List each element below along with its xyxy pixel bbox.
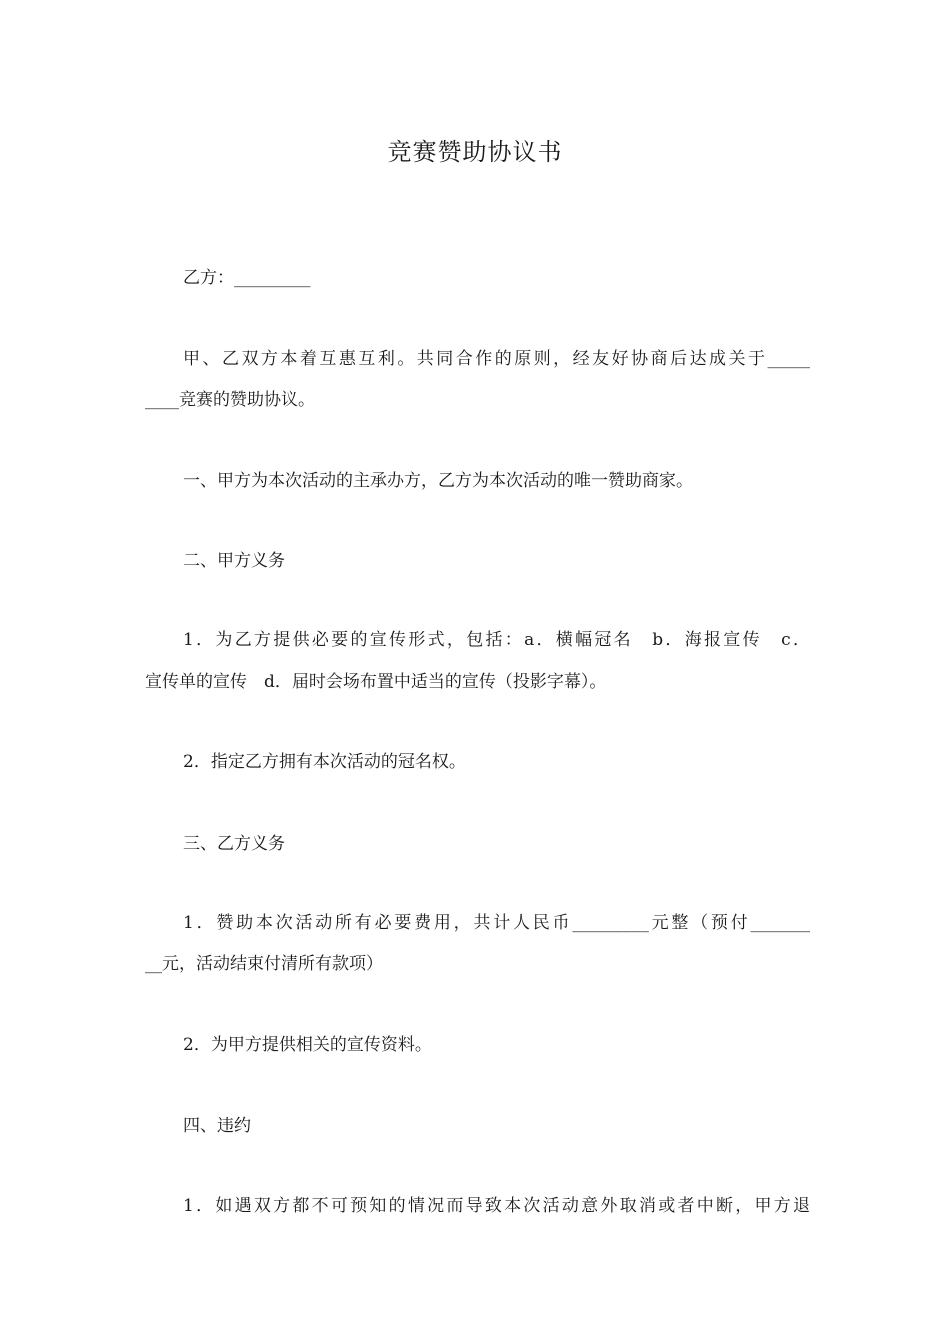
breach-item-1-line-1: 1．如遇双方都不可预知的情况而导致本次活动意外取消或者中断，甲方退 — [183, 1196, 810, 1216]
party-b-item-2: 2．为甲方提供相关的宣传资料。 — [183, 1035, 432, 1055]
section-heading-breach: 四、违约 — [183, 1116, 251, 1136]
preamble-line-1: 甲、乙双方本着互惠互利。共同合作的原则，经友好协商后达成关于_____ — [183, 349, 810, 369]
section-heading-party-b: 三、乙方义务 — [183, 834, 285, 854]
section-heading-party-a: 二、甲方义务 — [183, 551, 285, 571]
party-b-item-1-line-2: __元，活动结束付清所有款项） — [145, 954, 383, 974]
preamble-line-2: ____竞赛的赞助协议。 — [145, 390, 315, 410]
document-title: 竞赛赞助协议书 — [387, 138, 563, 166]
party-a-item-2: 2．指定乙方拥有本次活动的冠名权。 — [183, 752, 466, 772]
clause-1: 一、甲方为本次活动的主承办方，乙方为本次活动的唯一赞助商家。 — [183, 471, 693, 491]
party-a-item-1-line-1: 1．为乙方提供必要的宣传形式，包括：a．横幅冠名 b．海报宣传 c． — [183, 630, 810, 650]
party-b-item-1-line-1: 1．赞助本次活动所有必要费用，共计人民币_________元整（预付_______ — [183, 913, 810, 933]
party-b-line: 乙方：_________ — [183, 268, 311, 288]
party-a-item-1-line-2: 宣传单的宣传 d．届时会场布置中适当的宣传（投影字幕）。 — [145, 672, 607, 692]
